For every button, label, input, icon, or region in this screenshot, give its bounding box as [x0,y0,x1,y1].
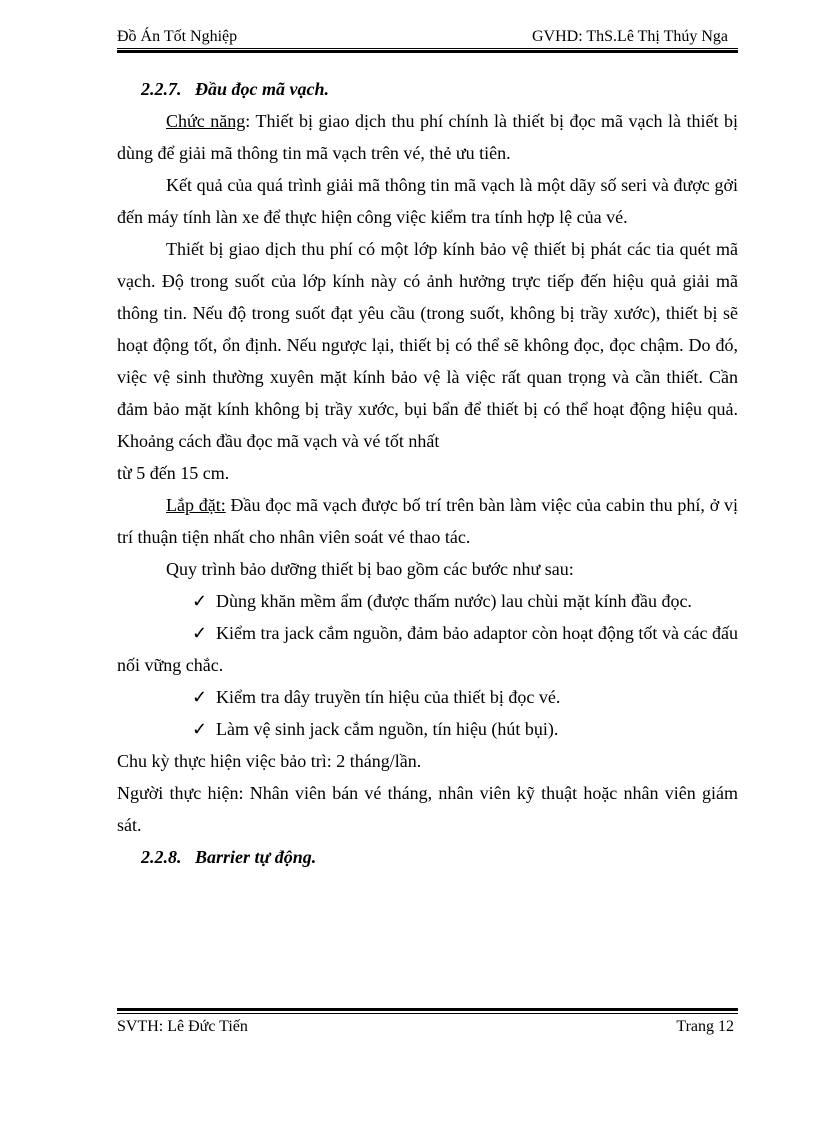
list-item [117,713,738,745]
checkmark-icon: ✓ [192,591,208,611]
header-advisor: GVHD: ThS.Lê Thị Thúy Nga [532,28,728,45]
section-number: 2.2.7. [141,79,182,99]
section-title: Barrier tự động. [195,847,317,867]
section-number: 2.2.8. [141,847,182,867]
page-body [117,73,738,873]
header-divider [117,48,738,53]
step-text: Làm vệ sinh jack cắm nguồn, tín hiệu (hút bụi). [216,719,559,739]
paragraph-glass: Thiết bị giao dịch thu phí có một lớp kính bảo vệ thiết bị phát các tia quét mã vạch. Độ trong suốt của lớp kính này có ảnh hưởng trực tiếp đến hiệu quả giải mã thông tin. Nếu độ trong suốt đạt yêu cầu (trong suốt, không bị trầy xước), thiết bị sẽ hoạt động tốt, ổn định. Nếu ngược lại, thiết bị có thể sẽ không đọc, đọc chậm. Do đó, việc vệ sinh thường xuyên mặt kính bảo vệ là việc rất quan trọng và cần thiết. Cần đảm bảo mặt kính không bị trầy xước, bụi bẩn để thiết bị có thể hoạt động hiệu quả. Khoảng cách đầu đọc mã vạch và vé tốt nhất [117,239,738,451]
checkmark-icon: ✓ [192,719,208,739]
maintenance-intro: Quy trình bảo dưỡng thiết bị bao gồm các bước như sau: [166,559,574,579]
install-label: Lắp đặt: [166,495,226,515]
list-item [117,585,738,617]
install-text: Đầu đọc mã vạch được bố trí trên bàn làm việc của cabin thu phí, ở vị trí thuận tiện nhất cho nhân viên soát vé thao tác. [117,495,738,547]
section-heading-2-2-7 [117,73,738,105]
paragraph-result: Kết quả của quá trình giải mã thông tin mã vạch là một dãy số seri và được gởi đến máy tính làn xe để thực hiện công việc kiểm tra tính hợp lệ của vé. [117,175,738,227]
section-title: Đầu đọc mã vạch. [195,79,329,99]
footer-divider [117,1008,738,1014]
paragraph-install [117,489,738,553]
paragraph-function [117,105,738,169]
maintenance-performer: Người thực hiện: Nhân viên bán vé tháng, nhân viên kỹ thuật hoặc nhân viên giám sát. [117,783,738,835]
header-title: Đồ Án Tốt Nghiệp [117,28,238,45]
list-item [117,617,738,681]
section-heading-2-2-8 [117,841,738,873]
function-label: Chức năng [166,111,246,131]
function-text: : Thiết bị giao dịch thu phí chính là thiết bị đọc mã vạch là thiết bị dùng để giải mã thông tin mã vạch trên vé, thẻ ưu tiên. [117,111,739,163]
step-text: Kiểm tra dây truyền tín hiệu của thiết bị đọc vé. [216,687,561,707]
checkmark-icon: ✓ [192,687,208,707]
page-header [117,28,738,48]
page-footer [117,1018,738,1038]
footer-author: SVTH: Lê Đức Tiến [117,1018,248,1035]
paragraph-distance: từ 5 đến 15 cm. [117,463,230,483]
checkmark-icon: ✓ [192,623,208,643]
list-item [117,681,738,713]
maintenance-cycle: Chu kỳ thực hiện việc bảo trì: 2 tháng/lần. [117,751,422,771]
step-text: Kiểm tra jack cắm nguồn, đảm bảo adaptor còn hoạt động tốt và các đấu nối vững chắc. [117,623,738,675]
step-text: Dùng khăn mềm ẩm (được thấm nước) lau chùi mặt kính đầu đọc. [216,591,692,611]
page-number: Trang 12 [676,1018,734,1035]
